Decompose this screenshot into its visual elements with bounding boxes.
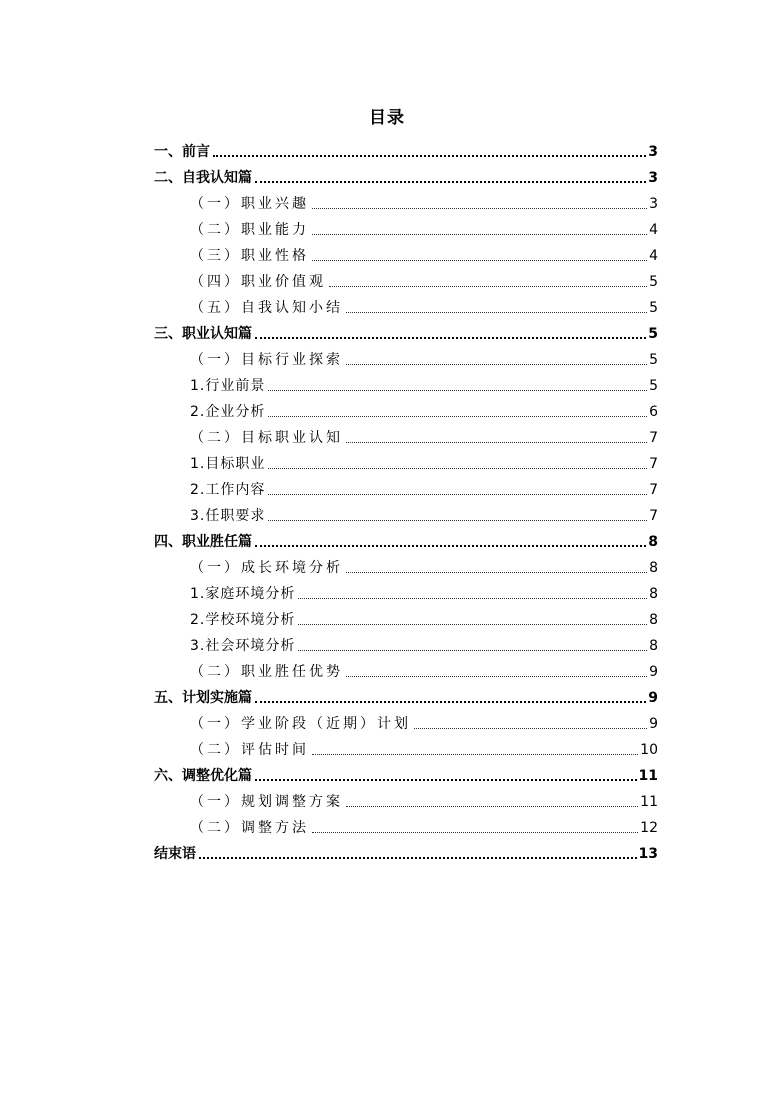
toc-entry[interactable]: [154, 762, 658, 788]
dot-leader: [268, 520, 647, 521]
toc-entry-label: 2.企业分析: [190, 404, 266, 420]
toc-entry-label: 2.工作内容: [190, 482, 266, 498]
toc-entry[interactable]: [154, 398, 658, 424]
toc-entry-page-number: 3: [649, 196, 658, 212]
toc-entry-page-number: 3: [648, 144, 658, 160]
toc-entry-page-number: 8: [649, 638, 658, 654]
dot-leader: [312, 754, 638, 755]
toc-entry-page-number: 4: [649, 222, 658, 238]
toc-entry-label: （四）职业价值观: [190, 274, 326, 290]
toc-entry[interactable]: [154, 346, 658, 372]
toc-entry[interactable]: [154, 736, 658, 762]
toc-entry-label: （二）职业能力: [190, 222, 309, 238]
dot-leader: [414, 728, 647, 729]
toc-entry[interactable]: [154, 164, 658, 190]
toc-entry-label: 二、自我认知篇: [154, 170, 252, 186]
dot-leader: [268, 468, 647, 469]
toc-entry[interactable]: [154, 138, 658, 164]
toc-entry-label: 四、职业胜任篇: [154, 534, 252, 550]
dot-leader: [298, 598, 647, 599]
dot-leader: [255, 181, 646, 183]
toc-entry-page-number: 6: [649, 404, 658, 420]
dot-leader: [346, 442, 647, 443]
dot-leader: [268, 416, 647, 417]
toc-entry-label: （一）目标行业探索: [190, 352, 343, 368]
dot-leader: [346, 572, 647, 573]
toc-entry[interactable]: [154, 320, 658, 346]
toc-entry[interactable]: [154, 450, 658, 476]
dot-leader: [329, 286, 647, 287]
toc-entry-label: 1.家庭环境分析: [190, 586, 296, 602]
toc-entry-label: （一）职业兴趣: [190, 196, 309, 212]
toc-entry-label: 1.目标职业: [190, 456, 266, 472]
toc-entry[interactable]: [154, 814, 658, 840]
toc-entry-page-number: 5: [648, 326, 658, 342]
toc-entry-page-number: 8: [649, 586, 658, 602]
dot-leader: [312, 832, 638, 833]
toc-entry[interactable]: [154, 190, 658, 216]
toc-title: 目录: [369, 108, 405, 128]
toc-entry-page-number: 7: [649, 456, 658, 472]
toc-entry-label: （二）职业胜任优势: [190, 664, 343, 680]
dot-leader: [268, 494, 647, 495]
toc-entry-label: （三）职业性格: [190, 248, 309, 264]
toc-entry-label: （一）规划调整方案: [190, 794, 343, 810]
dot-leader: [255, 337, 646, 339]
toc-entry-page-number: 5: [649, 300, 658, 316]
toc-entry-label: 六、调整优化篇: [154, 768, 252, 784]
toc-entry[interactable]: [154, 840, 658, 866]
toc-entry-page-number: 9: [649, 716, 658, 732]
dot-leader: [346, 312, 647, 313]
toc-entry-page-number: 7: [649, 430, 658, 446]
toc-entry-page-number: 7: [649, 508, 658, 524]
toc-entry-page-number: 10: [640, 742, 658, 758]
toc-entry-page-number: 7: [649, 482, 658, 498]
toc-entry-label: 1.行业前景: [190, 378, 266, 394]
dot-leader: [312, 260, 647, 261]
toc-entry[interactable]: [154, 606, 658, 632]
dot-leader: [298, 624, 647, 625]
toc-entry-page-number: 5: [649, 352, 658, 368]
toc-entry-label: （五）自我认知小结: [190, 300, 343, 316]
dot-leader: [199, 857, 637, 859]
toc-entry-label: （二）评估时间: [190, 742, 309, 758]
toc-entry-page-number: 9: [649, 664, 658, 680]
toc-entry[interactable]: [154, 372, 658, 398]
toc-entry[interactable]: [154, 294, 658, 320]
dot-leader: [346, 676, 647, 677]
toc-entry-page-number: 4: [649, 248, 658, 264]
toc-entry-page-number: 12: [640, 820, 658, 836]
table-of-contents: [154, 138, 658, 866]
toc-entry-page-number: 5: [649, 378, 658, 394]
toc-entry[interactable]: [154, 632, 658, 658]
toc-entry[interactable]: [154, 554, 658, 580]
toc-entry-page-number: 8: [649, 560, 658, 576]
toc-entry-page-number: 8: [648, 534, 658, 550]
toc-entry-label: （二）调整方法: [190, 820, 309, 836]
toc-entry-label: 3.任职要求: [190, 508, 266, 524]
toc-entry-page-number: 3: [648, 170, 658, 186]
toc-entry[interactable]: [154, 242, 658, 268]
toc-entry[interactable]: [154, 788, 658, 814]
toc-entry-label: （一）成长环境分析: [190, 560, 343, 576]
toc-entry-label: 三、职业认知篇: [154, 326, 252, 342]
toc-entry-page-number: 11: [638, 768, 658, 784]
toc-entry-label: 五、计划实施篇: [154, 690, 252, 706]
dot-leader: [346, 364, 647, 365]
toc-entry-page-number: 5: [649, 274, 658, 290]
toc-entry-page-number: 13: [638, 846, 658, 862]
toc-entry-label: 结束语: [154, 846, 196, 862]
toc-entry[interactable]: [154, 424, 658, 450]
toc-entry-page-number: 11: [640, 794, 658, 810]
toc-entry-page-number: 9: [648, 690, 658, 706]
toc-entry-label: 3.社会环境分析: [190, 638, 296, 654]
dot-leader: [255, 701, 646, 703]
toc-entry[interactable]: [154, 502, 658, 528]
toc-entry[interactable]: [154, 684, 658, 710]
dot-leader: [346, 806, 638, 807]
dot-leader: [268, 390, 647, 391]
toc-entry-label: （一）学业阶段（近期）计划: [190, 716, 411, 732]
toc-entry-page-number: 8: [649, 612, 658, 628]
toc-entry[interactable]: [154, 216, 658, 242]
dot-leader: [312, 208, 647, 209]
dot-leader: [255, 779, 637, 781]
toc-entry[interactable]: [154, 528, 658, 554]
dot-leader: [255, 545, 646, 547]
toc-entry-label: 2.学校环境分析: [190, 612, 296, 628]
toc-entry[interactable]: [154, 710, 658, 736]
toc-entry-label: 一、前言: [154, 144, 210, 160]
toc-entry[interactable]: [154, 580, 658, 606]
dot-leader: [312, 234, 647, 235]
dot-leader: [298, 650, 647, 651]
dot-leader: [213, 155, 646, 157]
toc-entry[interactable]: [154, 476, 658, 502]
toc-entry[interactable]: [154, 658, 658, 684]
toc-entry-label: （二）目标职业认知: [190, 430, 343, 446]
toc-entry[interactable]: [154, 268, 658, 294]
